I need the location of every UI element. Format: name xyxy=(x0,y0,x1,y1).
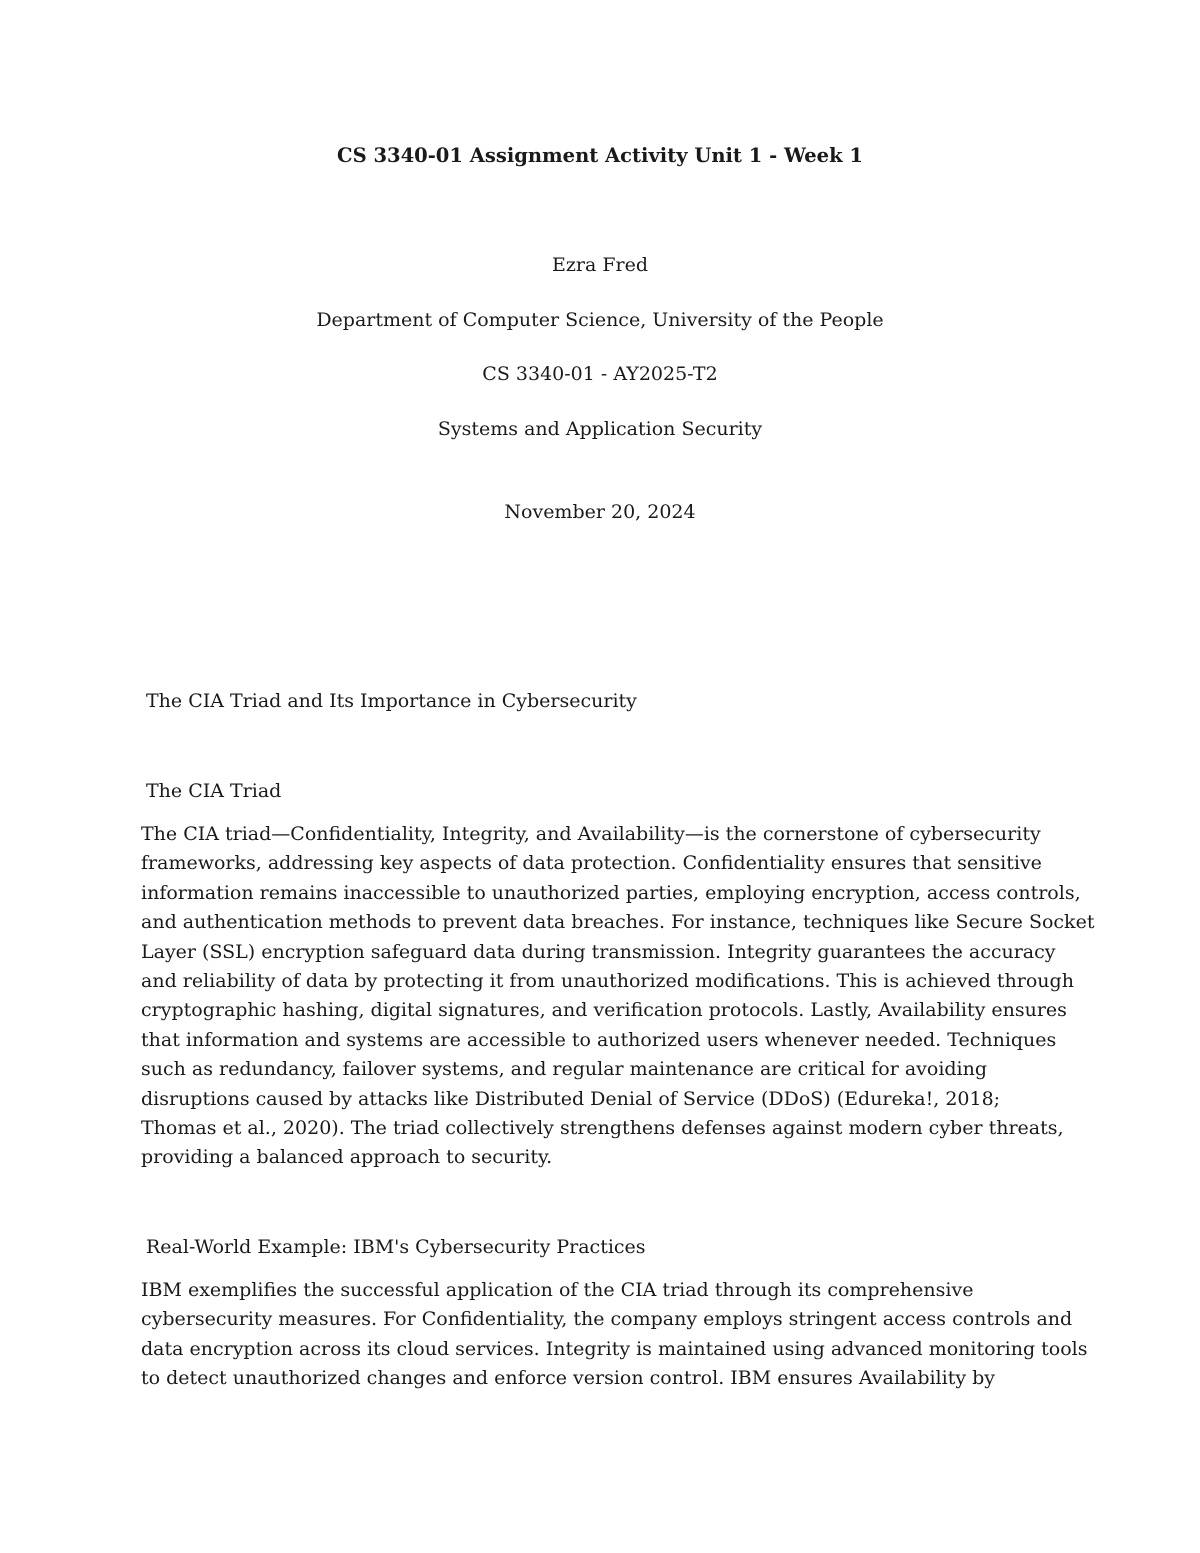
paragraph-line: disruptions caused by attacks like Distributed Denial of Service (DDoS) (Edureka!, 2018; xyxy=(141,1087,1001,1110)
document-title: CS 3340-01 Assignment Activity Unit 1 - Week 1 xyxy=(337,144,863,167)
paragraph-cia-triad xyxy=(141,820,1095,1173)
section-heading-cia-triad: The CIA Triad xyxy=(146,780,282,802)
paragraph-line: cybersecurity measures. For Confidentiality, the company employs stringent access controls and xyxy=(141,1308,1073,1331)
paragraph-line: Thomas et al., 2020). The triad collectively strengthens defenses against modern cyber threats, xyxy=(141,1117,1064,1140)
paragraph-line: such as redundancy, failover systems, and regular maintenance are critical for avoiding xyxy=(141,1058,988,1081)
paragraph-line: information remains inaccessible to unauthorized parties, employing encryption, access controls, xyxy=(141,881,1081,904)
paragraph-line: The CIA triad—Confidentiality, Integrity, and Availability—is the cornerstone of cybersecurity xyxy=(141,823,1041,845)
course-code-line: CS 3340-01 - AY2025-T2 xyxy=(482,363,718,385)
author-name: Ezra Fred xyxy=(551,254,648,276)
paragraph-line: IBM exemplifies the successful application of the CIA triad through its comprehensive xyxy=(141,1279,974,1301)
date-line: November 20, 2024 xyxy=(504,501,696,523)
section-heading-ibm-example: Real-World Example: IBM's Cybersecurity Practices xyxy=(146,1236,646,1258)
paragraph-ibm-example xyxy=(141,1276,1088,1394)
course-name-line: Systems and Application Security xyxy=(437,418,763,440)
paragraph-line: and authentication methods to prevent data breaches. For instance, techniques like Secure Socket xyxy=(141,911,1095,934)
main-heading: The CIA Triad and Its Importance in Cybersecurity xyxy=(146,690,637,712)
paragraph-line: data encryption across its cloud services. Integrity is maintained using advanced monitoring tools xyxy=(141,1337,1088,1360)
paragraph-line: to detect unauthorized changes and enforce version control. IBM ensures Availability by xyxy=(141,1367,996,1390)
paragraph-line: and reliability of data by protecting it from unauthorized modifications. This is achieved through xyxy=(141,970,1074,993)
paragraph-line: that information and systems are accessible to authorized users whenever needed. Techniques xyxy=(141,1028,1057,1051)
paragraph-line: Layer (SSL) encryption safeguard data during transmission. Integrity guarantees the accuracy xyxy=(141,940,1056,963)
department-line: Department of Computer Science, University of the People xyxy=(316,309,884,331)
paragraph-line: frameworks, addressing key aspects of data protection. Confidentiality ensures that sensitive xyxy=(141,852,1042,875)
paragraph-line: providing a balanced approach to security. xyxy=(141,1146,553,1169)
paragraph-line: cryptographic hashing, digital signatures, and verification protocols. Lastly, Availability ensures xyxy=(141,999,1067,1022)
